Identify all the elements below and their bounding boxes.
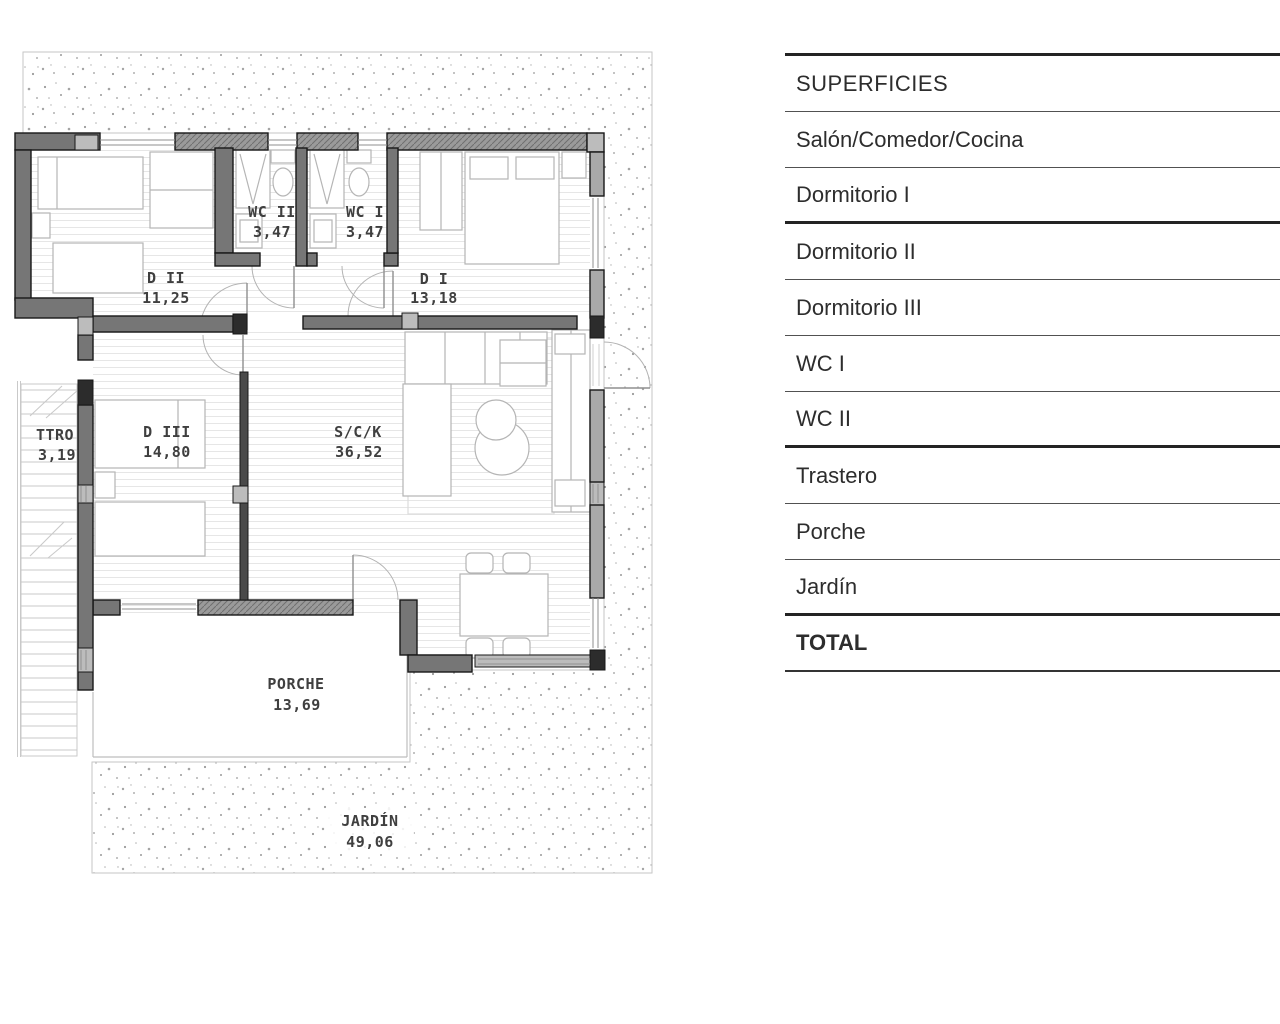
appliance [555, 334, 585, 354]
dining-table [460, 574, 548, 636]
svg-text:PORCHE: PORCHE [267, 675, 325, 693]
svg-text:11,25: 11,25 [142, 289, 190, 307]
svg-text:3,47: 3,47 [345, 223, 385, 241]
table-row-dormitorio-i: Dormitorio I [785, 168, 1280, 224]
pillow [516, 157, 554, 179]
bed [95, 502, 205, 556]
svg-text:WC II: WC II [248, 203, 296, 221]
room-label-porche [267, 675, 324, 714]
toilet [347, 150, 371, 163]
table-header-superficies: SUPERFICIES [785, 56, 1280, 112]
toilet-bowl [273, 168, 293, 196]
table-row-dormitorio-iii: Dormitorio III [785, 280, 1280, 336]
svg-text:14,80: 14,80 [143, 443, 191, 461]
svg-text:13,69: 13,69 [273, 696, 321, 714]
table-row-jardin: Jardín [785, 560, 1280, 616]
svg-text:49,06: 49,06 [346, 833, 394, 851]
superficies-table [785, 53, 1280, 672]
svg-text:WC I: WC I [345, 203, 385, 221]
sofa-chaise [403, 384, 451, 496]
chair [503, 553, 530, 573]
nightstand [32, 213, 50, 238]
table-row-dormitorio-ii: Dormitorio II [785, 224, 1280, 280]
bed [53, 243, 143, 293]
nightstand [95, 472, 115, 498]
nightstand [562, 152, 586, 178]
table-row-salon-comedor-cocina: Salón/Comedor/Cocina [785, 112, 1280, 168]
svg-text:JARDÍN: JARDÍN [341, 812, 399, 830]
svg-text:S/C/K: S/C/K [334, 423, 382, 441]
armchair [476, 400, 516, 440]
svg-text:D II: D II [146, 269, 186, 287]
table-row-trastero: Trastero [785, 448, 1280, 504]
svg-text:D III: D III [143, 423, 191, 441]
table-row-total: TOTAL [785, 616, 1280, 672]
table-row-porche: Porche [785, 504, 1280, 560]
porch-boundary [93, 618, 407, 757]
toilet [271, 150, 295, 163]
bed [38, 157, 143, 209]
svg-text:TTRO: TTRO [35, 426, 75, 444]
svg-text:3,47: 3,47 [252, 223, 292, 241]
table-row-wc-i: WC I [785, 336, 1280, 392]
svg-text:D I: D I [419, 270, 449, 288]
svg-text:13,18: 13,18 [410, 289, 458, 307]
svg-text:36,52: 36,52 [335, 443, 383, 461]
toilet-bowl [349, 168, 369, 196]
chair [466, 553, 493, 573]
appliance [555, 480, 585, 506]
svg-text:3,19: 3,19 [37, 446, 77, 464]
table-row-wc-ii: WC II [785, 392, 1280, 448]
pillow [470, 157, 508, 179]
